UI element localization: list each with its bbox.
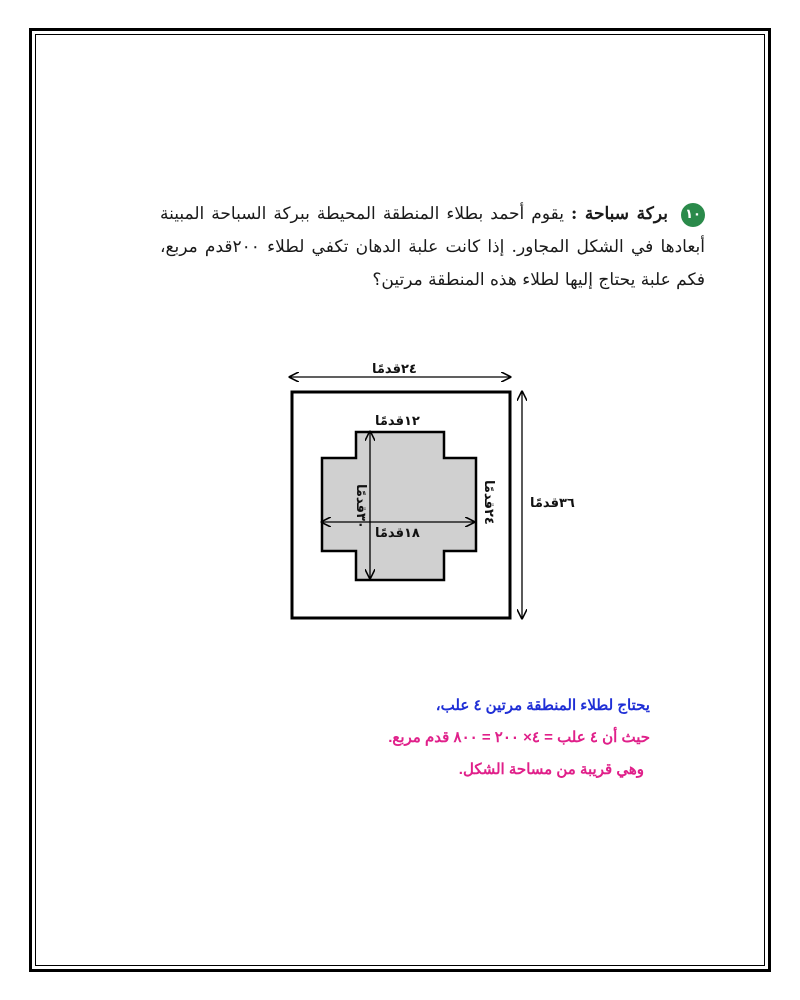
cross-side-label: ٢٤قدمًا [481,480,496,525]
top-dimension-label: ٢٤قدمًا [372,362,417,377]
right-dimension-label: ٣٦قدمًا [530,496,575,511]
problem-body: يقوم أحمد بطلاء المنطقة المحيطة ببركة السباحة المبينة أبعادها في الشكل المجاور. إذا كانت علبة الدهان تكفي لطلاء ٢٠٠قدم مربع، فكم علبة يحتاج إليها لطلاء هذه المنطقة مرتين؟ [160,204,705,290]
answer-line-1: يحتاج لطلاء المنطقة مرتين ٤ علب، [435,697,650,714]
pool-figure [280,360,575,630]
answer-block [388,690,650,786]
problem-text [160,198,705,297]
problem-number-badge: ١٠ [681,203,705,227]
cross-horizontal-label: ١٨قدمًا [375,526,420,541]
answer-line-3: وهي قريبة من مساحة الشكل. [458,761,644,778]
cross-vertical-label: ٣٠قدمًا [353,484,368,529]
pool-diagram [280,360,560,630]
problem-title: بركة سباحة : [571,204,668,224]
cross-top-label: ١٢قدمًا [375,414,420,429]
answer-line-2: حيث أن ٤ علب = ٤× ٢٠٠ = ٨٠٠ قدم مربع. [388,729,650,746]
